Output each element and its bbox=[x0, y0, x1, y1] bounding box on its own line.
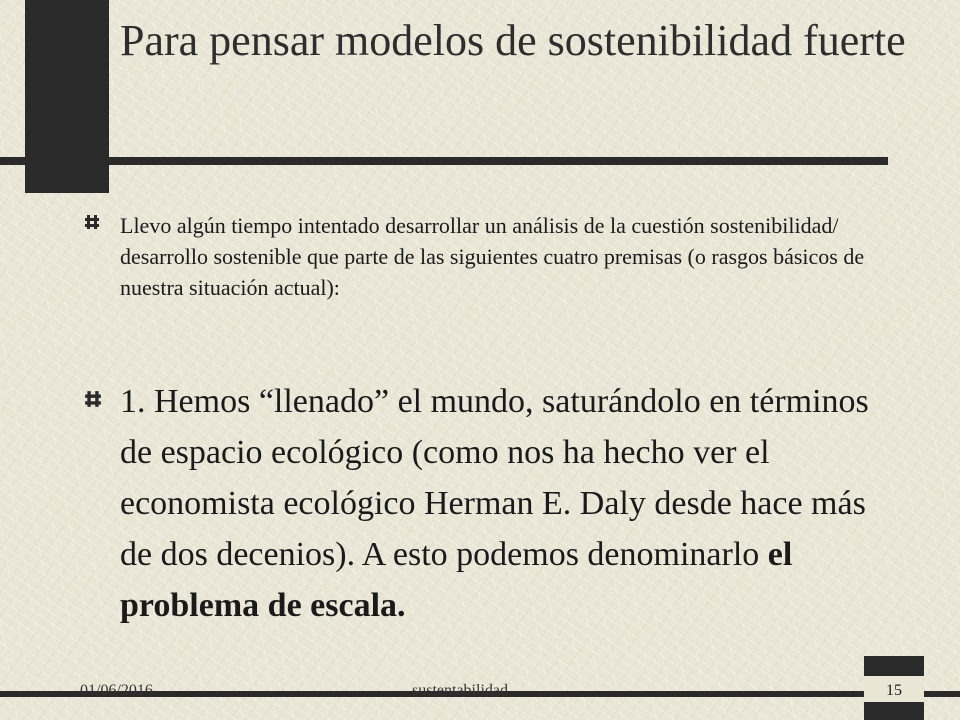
bullet-item-2 bbox=[84, 376, 904, 631]
footer-date: 01/06/2016 bbox=[80, 682, 153, 699]
bullet-text bbox=[120, 376, 900, 631]
footer-label: sustentabilidad bbox=[412, 682, 508, 699]
slide-title: Para pensar modelos de sostenibilidad fuerte bbox=[120, 16, 906, 65]
bullet-text-regular: 1. Hemos “llenado” el mundo, saturándolo en términos de espacio ecológico (como nos ha hecho ver el economista ecológico Herman E. Daly desde hace más de dos decenios). A esto podemos denominarlo bbox=[120, 383, 869, 573]
bullet-text-bold: el problema de escala. bbox=[120, 536, 793, 624]
bullet-text: Llevo algún tiempo intentado desarrollar un análisis de la cuestión sostenibilidad/ desarrollo sostenible que parte de las siguientes cuatro premisas (o rasgos básicos de nuestra situación actual): bbox=[120, 213, 865, 300]
hash-bullet-icon bbox=[84, 210, 120, 303]
bullet-item-1 bbox=[84, 210, 884, 303]
page-number: 15 bbox=[886, 682, 902, 699]
hash-bullet-icon bbox=[84, 376, 120, 631]
title-underline bbox=[0, 157, 888, 165]
